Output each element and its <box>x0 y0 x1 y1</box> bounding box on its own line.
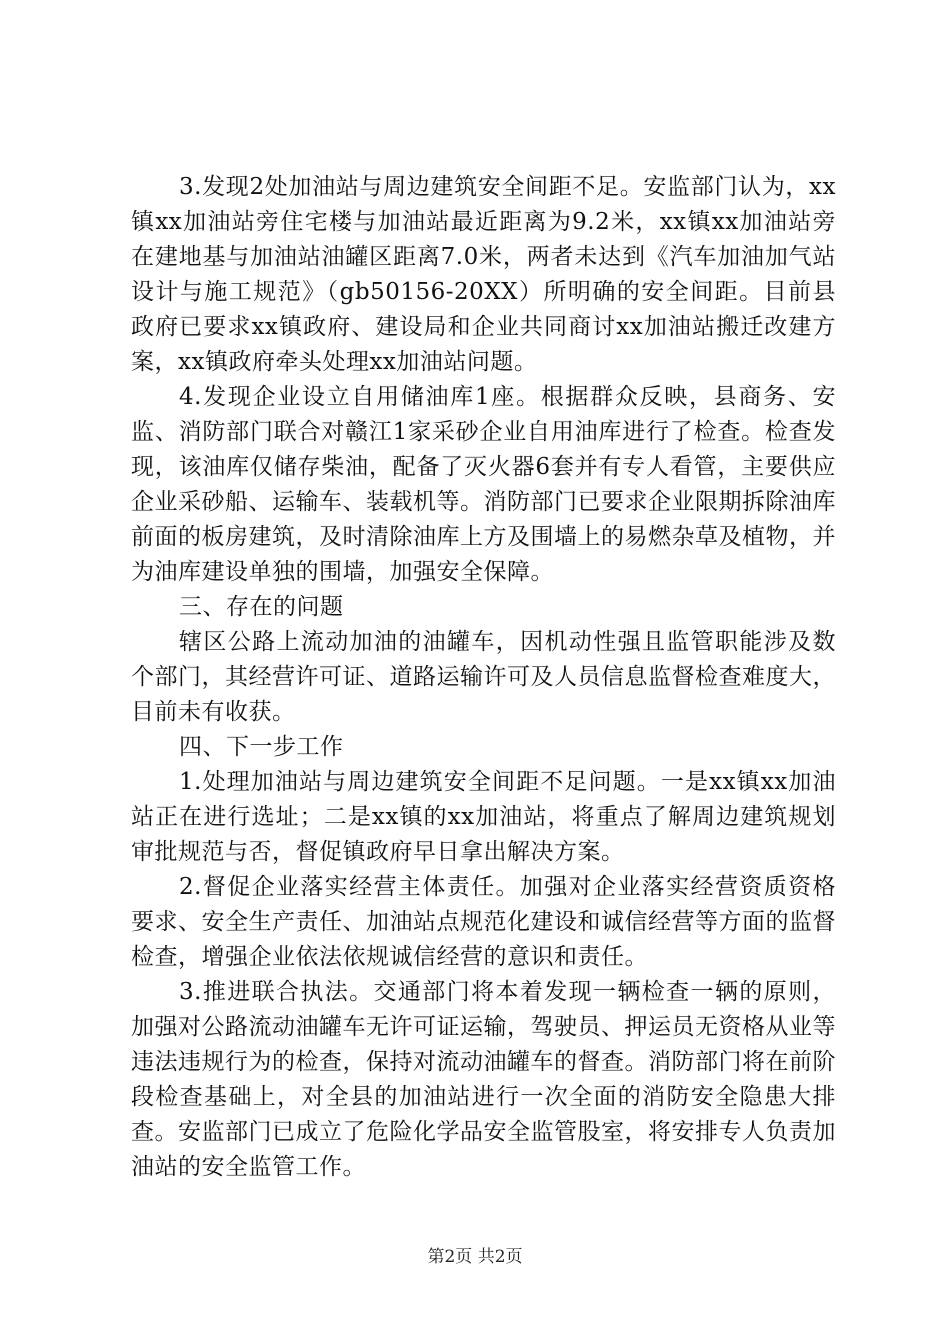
paragraph-item-4: 4.发现企业设立自用储油库1座。根据群众反映，县商务、安监、消防部门联合对赣江1家采砂企业自用油库进行了检查。检查发现，该油库仅储存柴油，配备了灭火器6套并有专人看管，主要供应企业采砂船、运输车、装载机等。消防部门已要求企业限期拆除油库前面的板房建筑，及时清除油库上方及围墙上的易燃杂草及植物，并为油库建设单独的围墙，加强安全保障。 <box>131 384 836 585</box>
section-heading-problems: 三、存在的问题 <box>179 594 344 620</box>
document-body <box>131 170 836 1185</box>
paragraph-next-step-1: 1.处理加油站与周边建筑安全间距不足问题。一是xx镇xx加油站正在进行选址；二是xx镇的xx加油站，将重点了解周边建筑规划审批规范与否，督促镇政府早日拿出解决方案。 <box>131 769 836 865</box>
paragraph-next-step-2: 2.督促企业落实经营主体责任。加强对企业落实经营资质资格要求、安全生产责任、加油站点规范化建设和诚信经营等方面的监督检查，增强企业依法依规诚信经营的意识和责任。 <box>131 874 836 970</box>
paragraph-next-step-3: 3.推进联合执法。交通部门将本着发现一辆检查一辆的原则，加强对公路流动油罐车无许可证运输，驾驶员、押运员无资格从业等违法违规行为的检查，保持对流动油罐车的督查。消防部门将在前阶段检查基础上，对全县的加油站进行一次全面的消防安全隐患大排查。安监部门已成立了危险化学品安全监管股室，将安排专人负责加油站的安全监管工作。 <box>131 979 836 1180</box>
section-heading-next-steps: 四、下一步工作 <box>179 734 344 760</box>
paragraph-problems: 辖区公路上流动加油的油罐车，因机动性强且监管职能涉及数个部门，其经营许可证、道路运输许可及人员信息监督检查难度大，目前未有收获。 <box>131 629 836 725</box>
paragraph-item-3: 3.发现2处加油站与周边建筑安全间距不足。安监部门认为，xx镇xx加油站旁住宅楼与加油站最近距离为9.2米，xx镇xx加油站旁在建地基与加油站油罐区距离7.0米，两者未达到《汽车加油加气站设计与施工规范》（gb50156-20XX）所明确的安全间距。目前县政府已要求xx镇政府、建设局和企业共同商讨xx加油站搬迁改建方案，xx镇政府牵头处理xx加油站问题。 <box>131 174 836 375</box>
page-number-footer: 第2页 共2页 <box>427 1247 523 1267</box>
